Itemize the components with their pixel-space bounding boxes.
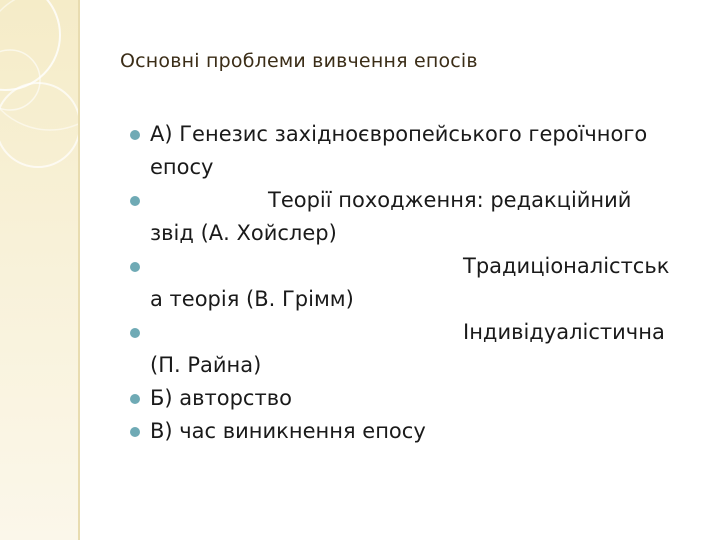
bullet-list: [130, 118, 690, 448]
bullet-item: [130, 382, 690, 415]
bullet-dot-icon: [130, 394, 140, 404]
bullet-item: [130, 316, 690, 382]
decorative-circles: [0, 0, 78, 540]
bullet-text-continued: а теорія (В. Грімм): [150, 287, 354, 311]
bullet-text-continued: (П. Райна): [150, 353, 262, 377]
bullet-text-continued: епосу: [150, 155, 214, 179]
bullet-text: Традиціоналістськ: [463, 254, 670, 278]
bullet-dot-icon: [130, 196, 140, 206]
bullet-dot-icon: [130, 130, 140, 140]
bullet-text: Індивідуалістична: [463, 320, 665, 344]
bullet-text: Б) авторство: [150, 386, 292, 410]
bullet-item: [130, 118, 690, 184]
slide-title: Основні проблеми вивчення епосів: [120, 50, 478, 72]
bullet-item: [130, 250, 690, 316]
decorative-side-panel: [0, 0, 80, 540]
bullet-text: А) Генезис західноєвропейського героїчного: [150, 122, 648, 146]
bullet-item: [130, 415, 690, 448]
bullet-text: Теорії походження: редакційний: [268, 188, 632, 212]
bullet-text-continued: звід (А. Хойслер): [150, 221, 337, 245]
bullet-dot-icon: [130, 262, 140, 272]
bullet-item: [130, 184, 690, 250]
bullet-text: В) час виникнення епосу: [150, 419, 426, 443]
bullet-dot-icon: [130, 427, 140, 437]
bullet-dot-icon: [130, 328, 140, 338]
